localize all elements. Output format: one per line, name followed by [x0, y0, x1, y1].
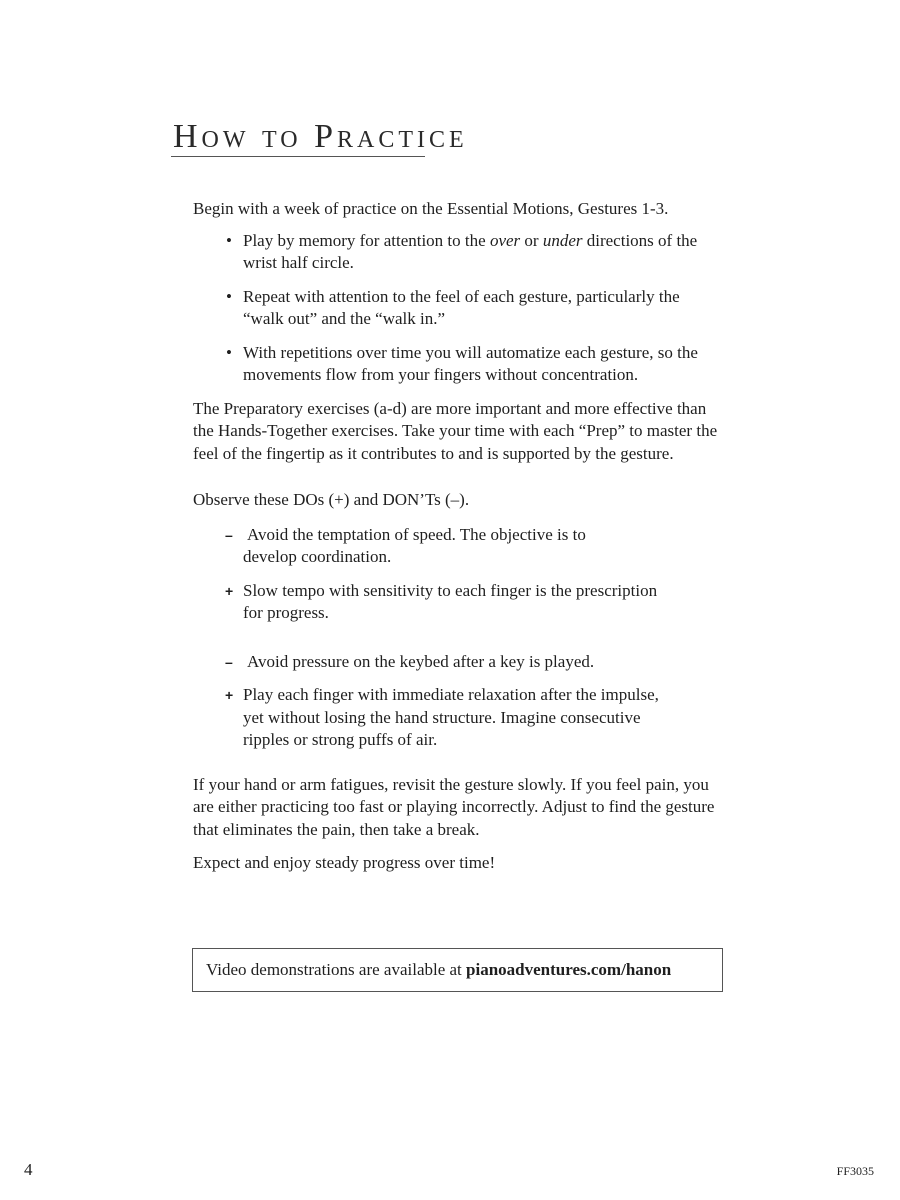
list-item: • With repetitions over time you will automatize each gesture, so the movements flow from your fingers without concentration.: [226, 342, 698, 384]
main-content: [193, 198, 723, 875]
page-number: 4: [24, 1160, 33, 1179]
list-item: • Repeat with attention to the feel of each gesture, particularly the “walk out” and the “walk in.”: [226, 286, 680, 328]
bullet-icon: •: [226, 342, 232, 362]
minus-icon: –: [225, 526, 233, 543]
list-item: + Slow tempo with sensitivity to each finger is the prescription for progress.: [225, 580, 658, 622]
bullet-icon: •: [226, 286, 232, 306]
fatigue-paragraph: If your hand or arm fatigues, revisit the gesture slowly. If you feel pain, you are either practicing too fast or playing incorrectly. Adjust to find the gesture that eliminates the pain, then take a break.: [193, 774, 715, 839]
plus-icon: +: [225, 582, 234, 599]
catalog-code: FF3035: [836, 1164, 874, 1178]
gesture-bullet-list: [193, 230, 723, 387]
closing-paragraph: Expect and enjoy steady progress over time!: [193, 853, 496, 872]
intro-paragraph: Begin with a week of practice on the Essential Motions, Gestures 1-3.: [193, 199, 669, 218]
bullet-icon: •: [226, 230, 232, 250]
video-callout-box: Video demonstrations are available at pianoadventures.com/hanon: [192, 948, 723, 992]
dos-donts-list: [193, 524, 723, 752]
plus-icon: +: [225, 687, 234, 703]
video-link[interactable]: pianoadventures.com/hanon: [466, 960, 672, 979]
list-item: – Avoid the temptation of speed. The objective is to develop coordination.: [225, 524, 586, 566]
list-item: • Play by memory for attention to the over or under directions of the wrist half circle.: [226, 230, 698, 272]
observe-paragraph: Observe these DOs (+) and DON’Ts (–).: [193, 490, 470, 509]
prep-paragraph: The Preparatory exercises (a-d) are more important and more effective than the Hands-Together exercises. Take your time with each “Prep” to master the feel of the fingertip as it contributes to and is supported by the gesture.: [193, 398, 718, 463]
title-underline: [171, 156, 425, 157]
page-title: How to Practice: [173, 118, 468, 155]
minus-icon: –: [225, 653, 233, 670]
list-item: – Avoid pressure on the keybed after a key is played.: [193, 651, 723, 674]
list-item: + Play each finger with immediate relaxation after the impulse, yet without losing the hand structure. Imagine consecutive ripples or strong puffs of air.: [225, 685, 659, 749]
